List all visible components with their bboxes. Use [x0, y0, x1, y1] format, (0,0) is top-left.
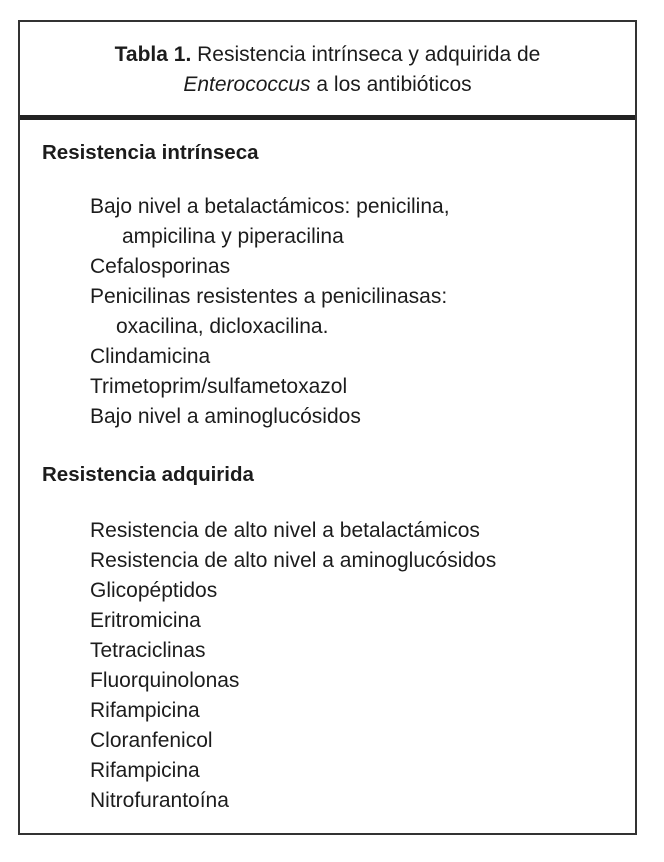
- list-item: Nitrofurantoína: [90, 789, 229, 812]
- caption-genus: Enterococcus: [183, 73, 311, 96]
- caption-line-1: [20, 40, 635, 70]
- table-caption: [20, 40, 635, 100]
- list-item: Rifampicina: [90, 699, 200, 722]
- caption-line-2: [20, 70, 635, 100]
- list-item: Trimetoprim/sulfametoxazol: [90, 375, 348, 398]
- caption-tail: a los antibióticos: [316, 73, 472, 96]
- list-item: Bajo nivel a aminoglucósidos: [90, 405, 361, 428]
- caption-text: Resistencia intrínseca y adquirida de: [197, 43, 541, 66]
- list-item: Penicilinas resistentes a penicilinasas: oxacilina, dicloxacilina.: [90, 285, 448, 338]
- list-item: Bajo nivel a betalactámicos: penicilina, ampicilina y piperacilina: [90, 195, 450, 248]
- list-item: Cefalosporinas: [90, 255, 231, 278]
- list-item: Rifampicina: [90, 759, 200, 782]
- list-item: Glicopéptidos: [90, 579, 218, 602]
- list-item: Tetraciclinas: [90, 639, 206, 662]
- section-title-intrinsic: Resistencia intrínseca: [42, 141, 259, 164]
- list-item: Cloranfenicol: [90, 729, 213, 752]
- list-item: Resistencia de alto nivel a aminoglucósidos: [90, 549, 497, 572]
- list-item: Fluorquinolonas: [90, 669, 240, 692]
- list-item: Clindamicina: [90, 345, 211, 368]
- caption-label: Tabla 1.: [114, 43, 192, 66]
- table-frame: [18, 20, 637, 835]
- header-divider: [20, 115, 635, 120]
- list-item: Resistencia de alto nivel a betalactámicos: [90, 519, 480, 542]
- section-title-acquired: Resistencia adquirida: [42, 463, 254, 486]
- acquired-list: [90, 516, 496, 816]
- list-item: Eritromicina: [90, 609, 201, 632]
- intrinsic-list: [90, 192, 450, 432]
